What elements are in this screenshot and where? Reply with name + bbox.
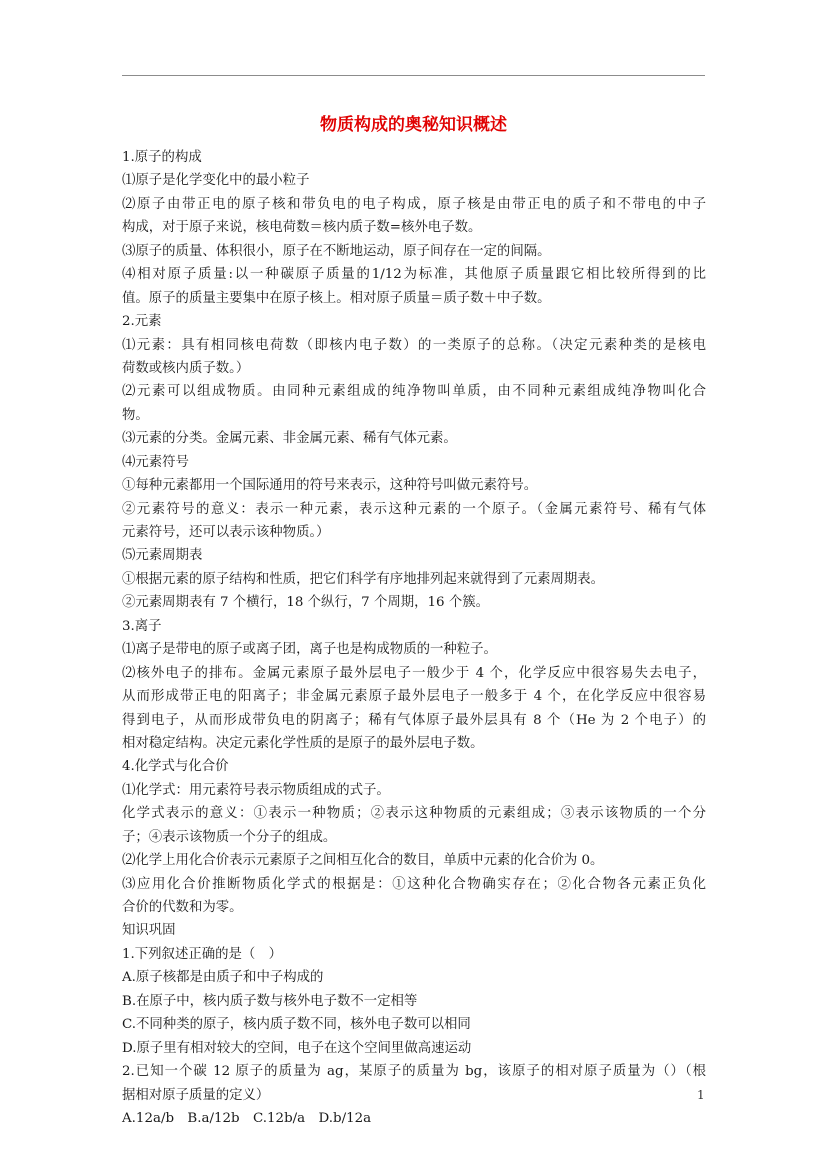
text-line: ①每种元素都用一个国际通用的符号来表示，这种符号叫做元素符号。 (122, 478, 538, 494)
header-rule (122, 75, 705, 76)
text-line: 相对稳定结构。决定元素化学性质的是原子的最外层电子数。 (122, 735, 484, 751)
text-line: A.12a/b B.a/12b C.12b/a D.b/12a (122, 1110, 372, 1126)
text-line: A.原子核都是由质子和中子构成的 (122, 970, 324, 986)
text-line: ⑵核外电子的排布。金属元素原子最外层电子一般少于 4 个，化学反应中很容易失去电子， (122, 665, 706, 681)
text-line: 合价的代数和为零。 (122, 900, 243, 915)
text-line: 3.离子 (122, 618, 162, 634)
text-line: 1.原子的构成 (122, 150, 202, 165)
text-line: 构成，对于原子来说，核电荷数＝核内质子数=核外电子数。 (122, 220, 482, 236)
text-line: ⑵化学上用化合价表示元素原子之间相互化合的数目，单质中元素的化合价为 0。 (122, 853, 604, 869)
text-line: 2.元素 (122, 314, 162, 330)
text-line: 据相对原子质量的定义） (122, 1087, 270, 1103)
text-line: 元素符号，还可以表示该种物质。） (122, 525, 330, 540)
text-line: 得到电子，从而形成带负电的阴离子；稀有气体原子最外层具有 8 个（He 为 2 个电子）的 (122, 712, 706, 728)
text-line: 值。原子的质量主要集中在原子核上。相对原子质量＝质子数＋中子数。 (122, 290, 551, 306)
text-line: ⑶应用化合价推断物质化学式的根据是：①这种化合物确实存在；②化合物各元素正负化 (122, 876, 706, 892)
text-line: ⑷相对原子质量:以一种碳原子质量的1/12为标准，其他原子质量跟它相比较所得到的比 (122, 267, 706, 283)
text-line: 4.化学式与化合价 (122, 759, 229, 775)
text-line: C.不同种类的原子，核内质子数不同，核外电子数可以相同 (122, 1017, 471, 1033)
text-line: ⑷元素符号 (122, 454, 189, 470)
text-line: ①根据元素的原子结构和性质，把它们科学有序地排列起来就得到了元素周期表。 (122, 571, 605, 587)
text-line: ⑵原子由带正电的原子核和带负电的电子构成，原子核是由带正电的质子和不带电的中子 (122, 196, 706, 212)
text-line: 荷数或核内质子数。） (122, 360, 250, 376)
text-line: ⑸元素周期表 (122, 548, 203, 564)
document-title: 物质构成的奥秘知识概述 (320, 115, 507, 135)
text-line: ⑴离子是带电的原子或离子团，离子也是构成物质的一种粒子。 (122, 642, 497, 658)
text-line: 化学式表示的意义：①表示一种物质；②表示这种物质的元素组成；③表示该物质的一个分 (122, 806, 706, 822)
page-number: 1 (697, 1088, 705, 1102)
text-line: B.在原子中，核内质子数与核外电子数不一定相等 (122, 993, 418, 1009)
text-line: 从而形成带正电的阳离子；非金属元素原子最外层电子一般多于 4 个，在化学反应中很容易 (122, 689, 706, 705)
text-line: ⑴元素：具有相同核电荷数（即核内电子数）的一类原子的总称。（决定元素种类的是核电 (122, 337, 706, 353)
document-body (122, 146, 706, 1130)
text-line: ⑶原子的质量、体积很小，原子在不断地运动，原子间存在一定的间隔。 (122, 243, 551, 259)
text-line: ⑶元素的分类。金属元素、非金属元素、稀有气体元素。 (122, 431, 457, 447)
text-line: 子；④表示该物质一个分子的组成。 (122, 829, 337, 845)
text-line: ⑴化学式：用元素符号表示物质组成的式子。 (122, 782, 390, 798)
text-line: ⑵元素可以组成物质。由同种元素组成的纯净物叫单质，由不同种元素组成纯净物叫化合 (122, 384, 706, 400)
text-line: 1.下列叙述正确的是（ ） (122, 946, 283, 962)
text-line: ②元素周期表有 7 个横行，18 个纵行，7 个周期，16 个簇。 (122, 595, 489, 611)
text-line: 2.已知一个碳 12 原子的质量为 ag，某原子的质量为 bg，该原子的相对原子质量为（）（根 (122, 1064, 706, 1080)
text-line: D.原子里有相对较大的空间，电子在这个空间里做高速运动 (122, 1040, 472, 1056)
text-line: 知识巩固 (122, 923, 176, 939)
text-line: 物。 (122, 407, 149, 423)
text-line: ②元素符号的意义：表示一种元素，表示这种元素的一个原子。（金属元素符号、稀有气体 (122, 501, 706, 517)
text-line: ⑴原子是化学变化中的最小粒子 (122, 173, 310, 189)
